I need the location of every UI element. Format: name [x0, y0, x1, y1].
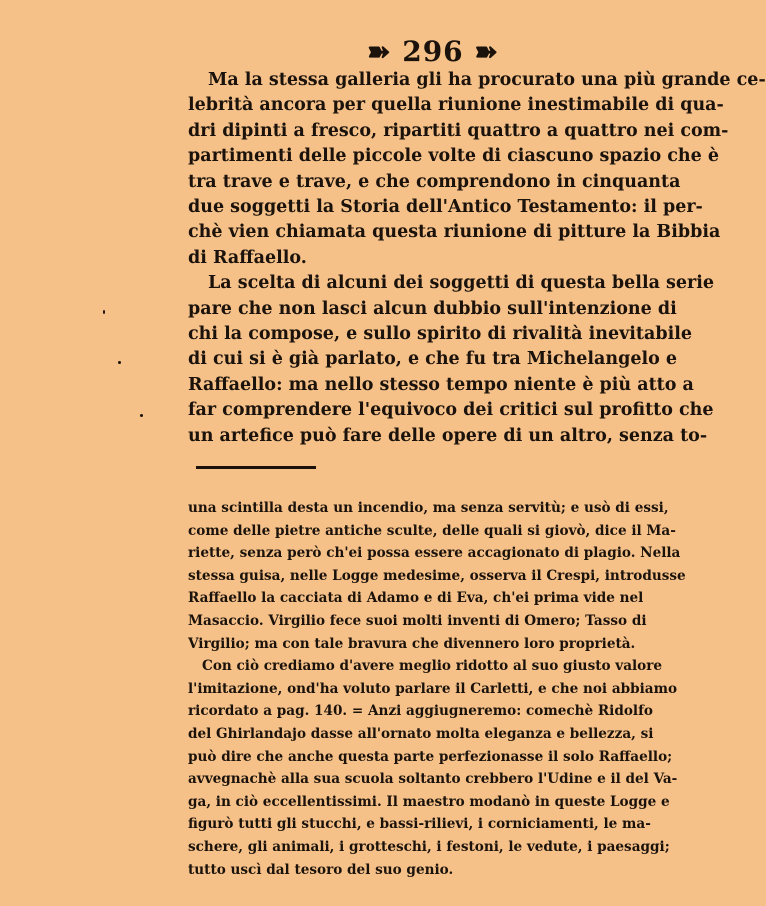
footnote-line: del Ghirlandajo dasse all'ornato molta eleganza e bellezza, si	[188, 725, 654, 742]
main-line: far comprendere l'equivoco dei critici sul profitto che	[188, 400, 714, 421]
footnote	[188, 497, 686, 881]
main-line: due soggetti la Storia dell'Antico Testamento: il per-	[188, 197, 703, 218]
footnote-line: riette, senza però ch'ei possa essere accagionato di plagio. Nella	[188, 545, 681, 562]
footnote-line: può dire che anche questa parte perfezionasse il solo Raffaello;	[188, 748, 673, 765]
main-line: dri dipinti a fresco, ripartiti quattro a quattro nei com-	[188, 120, 729, 141]
left-ornament: ➽	[367, 35, 392, 68]
footnote-divider	[196, 466, 316, 469]
main-line: Raffaello: ma nello stesso tempo niente è più atto a	[188, 374, 694, 395]
page-number	[367, 37, 499, 67]
footnote-line: schere, gli animali, i grotteschi, i festoni, le vedute, i paesaggi;	[188, 838, 670, 855]
paper-speck	[118, 361, 121, 364]
main-line: un artefice può fare delle opere di un altro, senza to-	[188, 425, 708, 446]
footnote-line: tutto uscì dal tesoro del suo genio.	[188, 861, 454, 878]
main-line: partimenti delle piccole volte di ciascuno spazio che è	[188, 146, 720, 167]
main-line: di Raffaello.	[188, 247, 307, 268]
paper-speck	[140, 414, 143, 417]
footnote-line: Masaccio. Virgilio fece suoi molti inventi di Omero; Tasso di	[188, 612, 647, 629]
footnote-line: ricordato a pag. 140. = Anzi aggiugneremo: comechè Ridolfo	[188, 703, 654, 720]
footnote-line: Raffaello la cacciata di Adamo e di Eva, ch'ei prima vide nel	[188, 590, 644, 607]
footnote-line: come delle pietre antiche sculte, delle quali si giovò, dice il Ma-	[188, 522, 676, 539]
main-line: tra trave e trave, e che comprendono in cinquanta	[188, 171, 681, 192]
main-text	[188, 68, 766, 449]
footnote-line: ga, in ciò eccellentissimi. Il maestro modanò in queste Logge e	[188, 793, 670, 810]
footnote-line: figurò tutti gli stucchi, e bassi-rilievi, i corniciamenti, le ma-	[188, 816, 651, 833]
main-line: Ma la stessa galleria gli ha procurato una più grande ce-	[208, 70, 766, 90]
page-number-value: 296	[402, 35, 464, 68]
footnote-line: avvegnachè alla sua scuola soltanto crebbero l'Udine e il del Va-	[188, 771, 678, 788]
main-line: chè vien chiamata questa riunione di pitture la Bibbia	[188, 222, 721, 243]
footnote-line: Virgilio; ma con tale bravura che divennero loro proprietà.	[188, 635, 636, 652]
footnote-line: una scintilla desta un incendio, ma senza servitù; e usò di essi,	[188, 500, 669, 516]
paper-speck	[103, 310, 105, 314]
main-line: lebrità ancora per quella riunione inestimabile di qua-	[188, 95, 724, 116]
footnote-line: Con ciò crediamo d'avere meglio ridotto al suo giusto valore	[202, 658, 663, 675]
main-line: chi la compose, e sullo spirito di rivalità inevitabile	[188, 324, 693, 345]
right-ornament: ➽	[474, 35, 499, 68]
main-line: pare che non lasci alcun dubbio sull'intenzione di	[188, 298, 677, 319]
footnote-line: l'imitazione, ond'ha voluto parlare il Carletti, e che noi abbiamo	[188, 680, 678, 697]
main-line: di cui si è già parlato, e che fu tra Michelangelo e	[188, 349, 678, 370]
main-line: La scelta di alcuni dei soggetti di questa bella serie	[208, 273, 715, 294]
footnote-line: stessa guisa, nelle Logge medesime, osserva il Crespi, introdusse	[188, 567, 686, 584]
